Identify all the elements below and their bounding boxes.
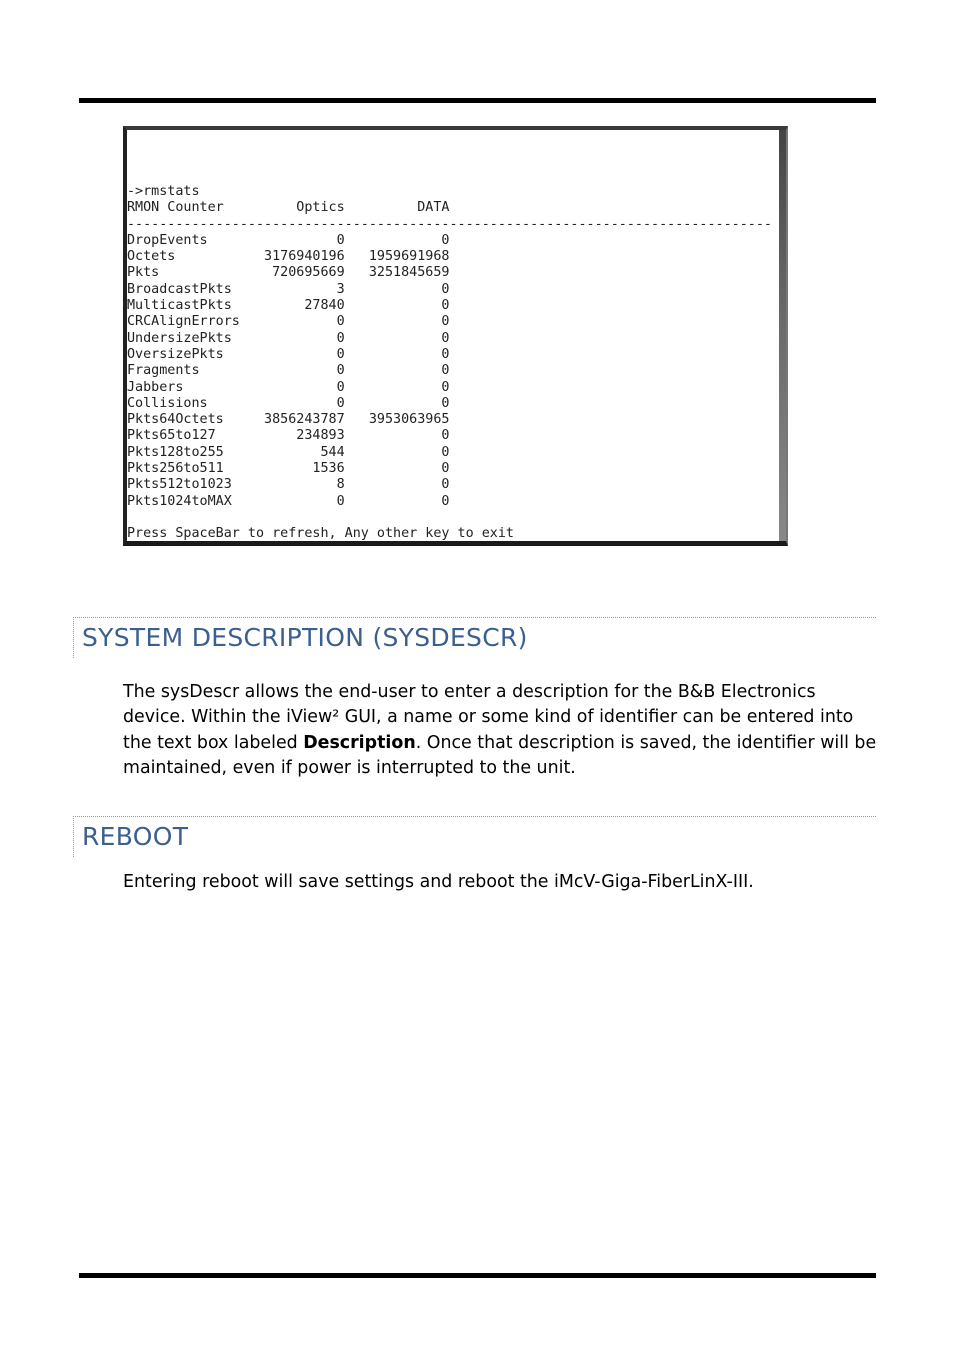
terminal-line: Octets 3176940196 1959691968: [127, 249, 450, 265]
reboot-heading-box: [73, 816, 876, 857]
reboot-paragraph: Entering reboot will save settings and reboot the iMcV-Giga-FiberLinX-III.: [123, 872, 754, 892]
sysdescr-text-before: The sysDescr allows the end-user to enter a description for the B&B Electronics device. Within the iView² GUI, a name or some kind of identifier can be entered into the text box labeled: [123, 682, 854, 753]
sysdescr-heading: SYSTEM DESCRIPTION (SYSDESCR): [82, 623, 528, 652]
terminal-line: DropEvents 0 0: [127, 232, 450, 248]
header-rule: [79, 98, 876, 103]
terminal-line: Collisions 0 0: [127, 395, 450, 411]
terminal-line: Pkts1024toMAX 0 0: [127, 493, 450, 509]
terminal-scrollbar: [779, 130, 786, 541]
description-label: Description: [303, 732, 416, 753]
terminal-line: UndersizePkts 0 0: [127, 330, 450, 346]
terminal-line: Pkts65to127 234893 0: [127, 428, 450, 444]
terminal-line: Fragments 0 0: [127, 363, 450, 379]
terminal-line: --------------------------------------------------------------------------------: [127, 216, 772, 232]
sysdescr-paragraph: [123, 680, 883, 782]
terminal-line: [127, 510, 772, 526]
terminal-line: RMON Counter Optics DATA: [127, 200, 450, 216]
terminal-line: Pkts512to1023 8 0: [127, 477, 450, 493]
terminal-line: OversizePkts 0 0: [127, 346, 450, 362]
terminal-output: [127, 184, 772, 543]
terminal-screenshot: [123, 126, 788, 546]
terminal-line: Jabbers 0 0: [127, 379, 450, 395]
terminal-line: MulticastPkts 27840 0: [127, 298, 450, 314]
terminal-line: BroadcastPkts 3 0: [127, 281, 450, 297]
terminal-line: Pkts256to511 1536 0: [127, 461, 450, 477]
terminal-line: ->rmstats: [127, 184, 200, 199]
terminal-line: Pkts64Octets 3856243787 3953063965: [127, 412, 450, 428]
sysdescr-heading-box: [73, 617, 876, 658]
reboot-heading: REBOOT: [82, 822, 189, 851]
terminal-line: CRCAlignErrors 0 0: [127, 314, 450, 330]
terminal-line: Pkts128to255 544 0: [127, 444, 450, 460]
terminal-line: Pkts 720695669 3251845659: [127, 265, 450, 281]
footer-rule: [79, 1273, 876, 1278]
sysdescr-text-after: . Once that description is saved, the identifier will be maintained, even if power is interrupted to the unit.: [123, 732, 877, 779]
terminal-line: Press SpaceBar to refresh, Any other key to exit: [127, 526, 514, 542]
